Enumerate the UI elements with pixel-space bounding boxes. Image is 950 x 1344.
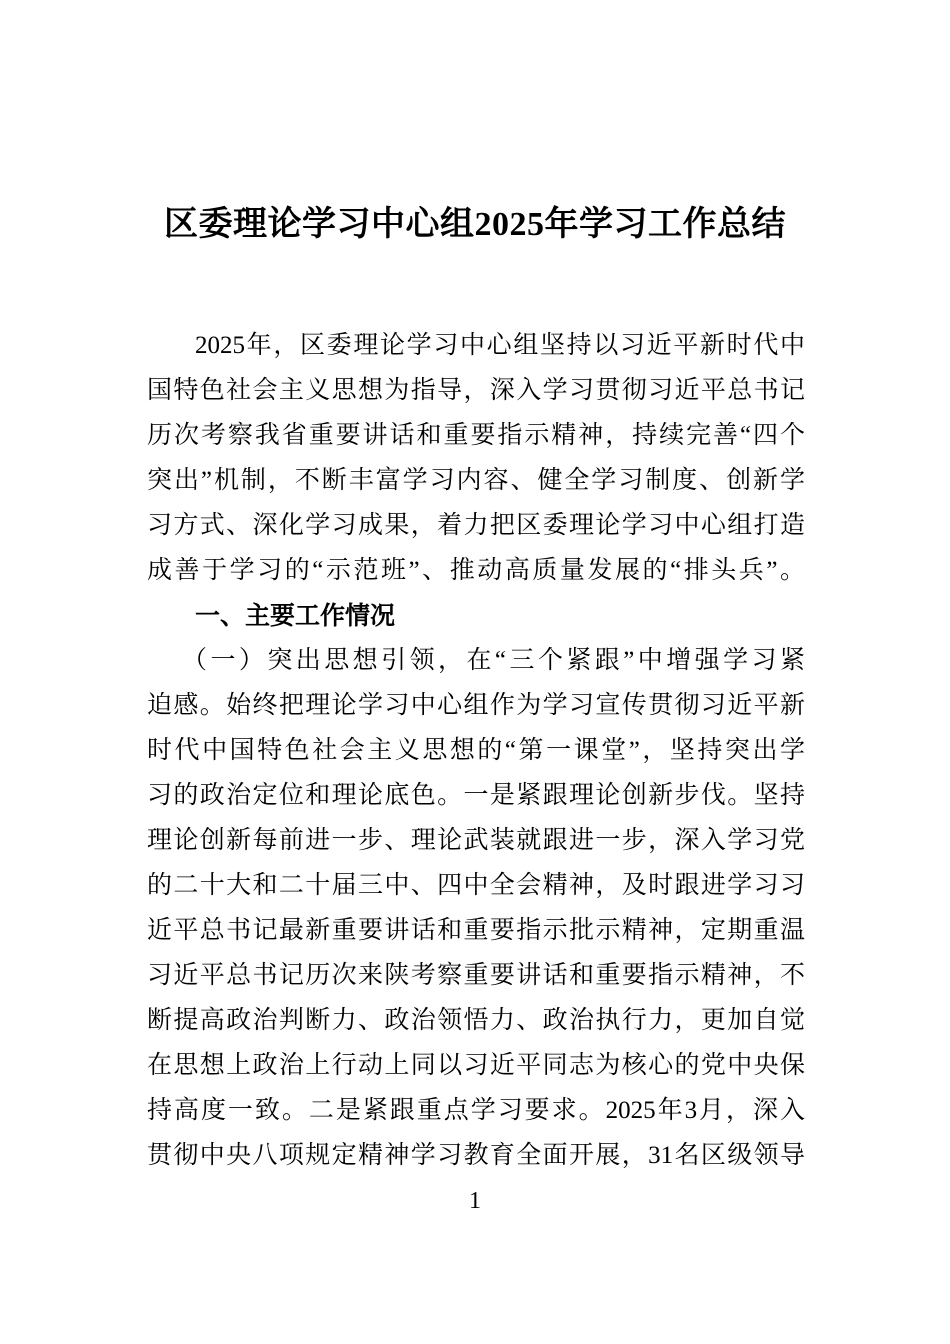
paragraph-line: 习的政治定位和理论底色。一是紧跟理论创新步伐。坚持 <box>147 782 805 809</box>
paragraph-line: 在思想上政治上行动上同以习近平同志为核心的党中央保 <box>147 1052 805 1079</box>
paragraph-line: 习近平总书记历次来陕考察重要讲话和重要指示精神，不 <box>147 962 805 989</box>
paragraph-line: 历次考察我省重要讲话和重要指示精神，持续完善“四个 <box>147 422 805 449</box>
paragraph-line: 习方式、深化学习成果，着力把区委理论学习中心组打造 <box>147 512 805 539</box>
paragraph-line: 近平总书记最新重要讲话和重要指示批示精神，定期重温 <box>147 917 805 944</box>
paragraph-line: 时代中国特色社会主义思想的“第一课堂”，坚持突出学 <box>147 737 805 764</box>
paragraph-line: 2025年，区委理论学习中心组坚持以习近平新时代中 <box>195 332 805 359</box>
paragraph-line: 成善于学习的“示范班”、推动高质量发展的“排头兵”。 <box>147 557 805 584</box>
paragraph-line: 突出”机制，不断丰富学习内容、健全学习制度、创新学 <box>147 467 805 494</box>
paragraph-line: 迫感。始终把理论学习中心组作为学习宣传贯彻习近平新 <box>147 692 805 719</box>
paragraph-line: （一）突出思想引领，在“三个紧跟”中增强学习紧 <box>182 647 805 674</box>
page-number: 1 <box>469 1188 481 1214</box>
paragraph-line: 的二十大和二十届三中、四中全会精神，及时跟进学习习 <box>147 872 805 899</box>
paragraph-line: 贯彻中央八项规定精神学习教育全面开展，31名区级领导 <box>147 1142 805 1169</box>
paragraph-line: 断提高政治判断力、政治领悟力、政治执行力，更加自觉 <box>147 1007 805 1034</box>
paragraph-line: 持高度一致。二是紧跟重点学习要求。2025年3月，深入 <box>147 1097 805 1124</box>
section-heading: 一、主要工作情况 <box>195 603 396 630</box>
paragraph-line: 国特色社会主义思想为指导，深入学习贯彻习近平总书记 <box>147 377 805 404</box>
paragraph-line: 理论创新每前进一步、理论武装就跟进一步，深入学习党 <box>147 827 805 854</box>
document-title: 区委理论学习中心组2025年学习工作总结 <box>164 206 786 243</box>
